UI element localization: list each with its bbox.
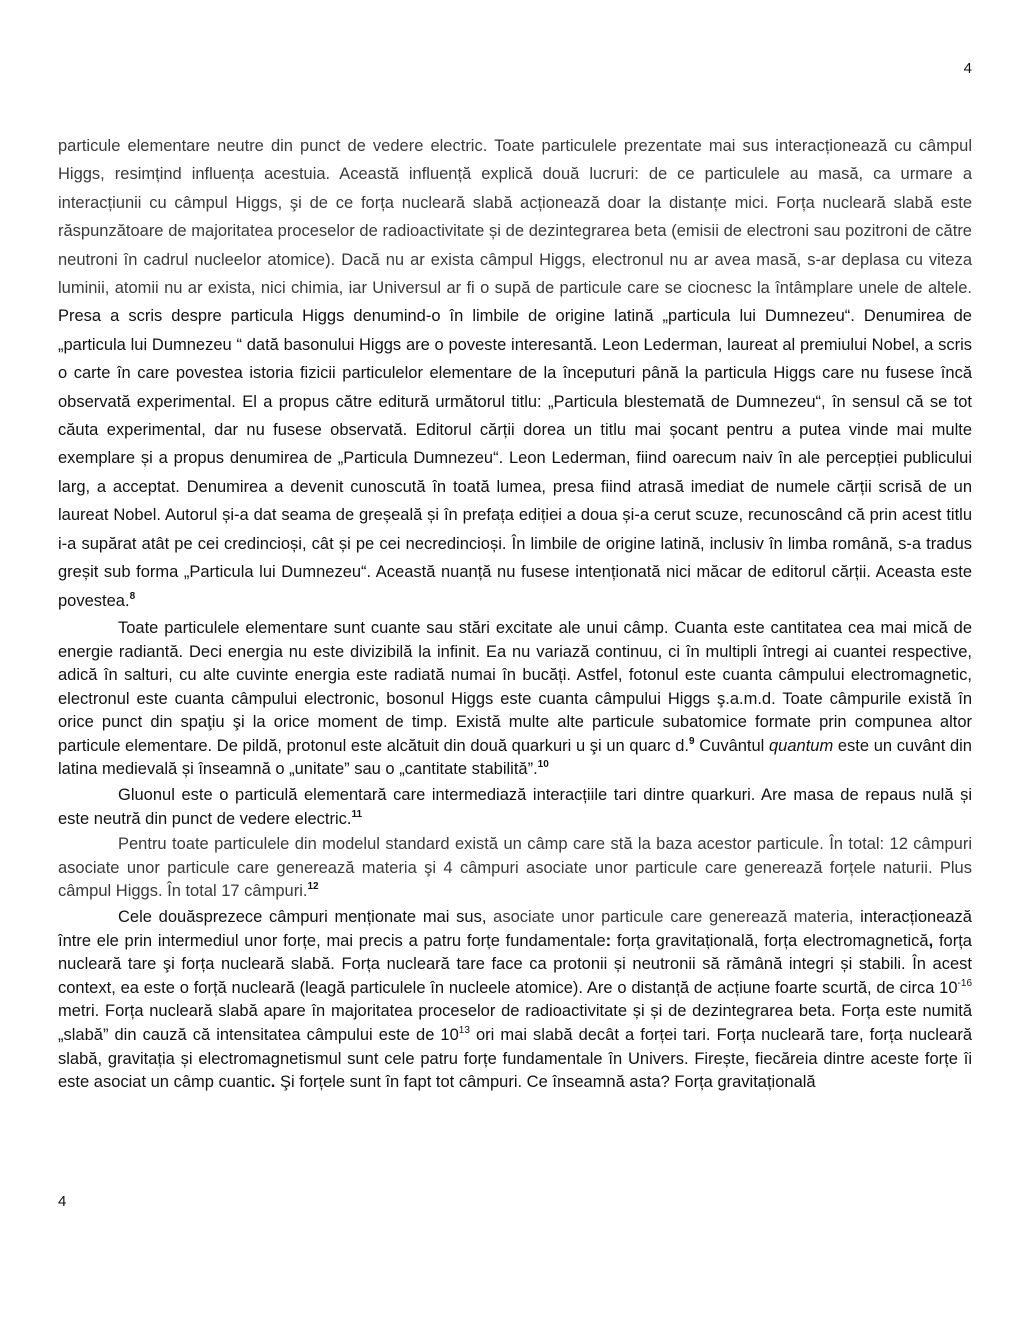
paragraph-fields bbox=[58, 833, 972, 904]
paragraph-quanta bbox=[58, 617, 972, 782]
paragraph-quanta-text-b: Cuvântul bbox=[694, 736, 769, 755]
paragraph-quanta-text-c: este un cuvânt din latina medievală și înseamnă o „unitate” sau o „cantitate stabilită”. bbox=[58, 736, 972, 779]
paragraph-higgs-history-part-b: Presa a scris despre particula Higgs denumind-o în limbile de origine latină „particula lui Dumnezeu“. Denumirea de „particula lui Dumnezeu “ dată basonului Higgs are o poveste interesantă. Leon Lederman, laureat al premiului Nobel, a scris o carte în care povestea istoria fizicii particulelor elementare de la începuturi până la particula Higgs care nu fusese încă observată experimental. El a propus către editură următorul titlu: „Particula blestemată de Dumnezeu“, în sensul că se tot căuta experimental, dar nu fusese observată. Editorul cărții dorea un titlu mai șocant pentru a putea vinde mai multe exemplare și a propus denumirea de „Particula Dumnezeu“. Leon Lederman, fiind oarecum naiv în ale percepției publicului larg, a acceptat. Denumirea a devenit cunoscută în toată lumea, presa fiind atrasă imediat de numele cărții scrisă de un laureat Nobel. Autorul și-a dat seama de greșeală și în prefața ediției a doua și-a cerut scuze, recunoscând că prin acest titlu i-a supărat atât pe cei credincioși, cât și pe cei necredincioși. În limbile de origine latină, inclusiv în limba română, s-a tradus greșit sub forma „Particula lui Dumnezeu“. Această nuanță nu fusese intenționată nici măcar de editorul cărții. Aceasta este povestea. bbox=[58, 307, 972, 610]
paragraph-quanta-text-a: Toate particulele elementare sunt cuante sau stări excitate ale unui câmp. Cuanta este cantitatea cea mai mică de energie radiantă. Deci energia nu este divizibilă la infinit. Ea nu variază continuu, ci în multipli întregi ai cuantei respective, adică în salturi, cu alte cuvinte energia este radiată numai în bucăți. Astfel, fotonul este cuanta câmpului electromagnetic, electronul este cuanta câmpului electronic, bosonul Higgs este cuanta câmpului Higgs ş.a.m.d. Toate câmpurile există în orice punct din spaţiu şi la orice moment de timp. Există multe alte particule subatomice formate prin compunea altor particule elementare. De pildă, protonul este alcătuit din două quarkuri u şi un quarc d. bbox=[58, 618, 972, 755]
paragraph-forces-t1: Cele douăsprezece câmpuri menționate mai sus, bbox=[118, 908, 487, 927]
paragraph-forces-t6: , bbox=[928, 931, 934, 950]
footnote-ref-12[interactable]: 12 bbox=[307, 881, 319, 893]
body-text bbox=[58, 132, 972, 1095]
paragraph-forces-t9: ori mai slabă decât a forței tari. Forța nucleară tare, forța nucleară slabă, gravitația și electromagnetismul sunt cele patru forțe fundamentale în Univers. Firește, fiecăreia dintre aceste forțe îi este asociat un câmp cuantic bbox=[58, 1026, 972, 1092]
paragraph-gluon-text: Gluonul este o particulă elementară care intermediază interacțiile tari dintre quarkuri. Are masa de repaus nulă și este neutră din punct de vedere electric. bbox=[58, 786, 972, 828]
paragraph-gluon bbox=[58, 784, 972, 831]
paragraph-forces bbox=[58, 906, 972, 1095]
exponent-13: 13 bbox=[458, 1025, 470, 1036]
paragraph-forces-t8: metri. Forța nucleară slabă apare în majoritatea proceselor de radioactivitate și și de dezintegrarea beta. Forța este numită „slabă” din cauză că intensitatea câmpului este de 10 bbox=[58, 1002, 972, 1044]
paragraph-higgs-history bbox=[58, 132, 972, 615]
footnote-ref-8[interactable]: 8 bbox=[129, 590, 136, 602]
footnote-ref-10[interactable]: 10 bbox=[537, 759, 549, 771]
paragraph-forces-t5: forța gravitațională, forța electromagnetică bbox=[611, 931, 929, 950]
footnote-ref-11[interactable]: 11 bbox=[351, 808, 363, 820]
paragraph-forces-t7: forța nucleară tare şi forța nucleară slabă. Forța nucleară tare face ca protonii și neutronii să rămână integri și stabili. În acest context, ea este o forță nucleară (leagă particulele în nucleele atomice). Are o distanță de acțiune foarte scurtă, de circa 10 bbox=[58, 931, 972, 997]
page-number-bottom: 4 bbox=[58, 1193, 67, 1210]
quantum-term: quantum bbox=[769, 736, 834, 755]
paragraph-forces-t11: Şi forțele sunt în fapt tot câmpuri. Ce înseamnă asta? Forța gravitațională bbox=[275, 1073, 816, 1092]
paragraph-forces-t10: . bbox=[270, 1073, 276, 1092]
paragraph-forces-t4: : bbox=[605, 931, 612, 950]
exponent-minus-16: -16 bbox=[957, 977, 972, 989]
paragraph-forces-t2: asociate unor particule care generează materia, bbox=[486, 908, 854, 927]
paragraph-fields-text: Pentru toate particulele din modelul standard există un câmp care stă la baza acestor particule. În total: 12 câmpuri asociate unor particule care generează materia şi 4 câmpuri asociate unor particule care generează forțele naturii. Plus câmpul Higgs. În total 17 câmpuri. bbox=[58, 835, 972, 901]
footnote-ref-9[interactable]: 9 bbox=[689, 735, 695, 747]
page-number-top: 4 bbox=[963, 60, 972, 77]
paragraph-forces-t3: interacționează între ele prin intermediul unor forțe, mai precis a patru forțe fundamentale bbox=[58, 908, 972, 950]
paragraph-higgs-history-part-a: particule elementare neutre din punct de vedere electric. Toate particulele prezentate mai sus interacționează cu câmpul Higgs, resimțind influența acestuia. Această influență explică două lucruri: de ce particulele au masă, ca urmare a interacțiunii cu câmpul Higgs, şi de ce forța nucleară slabă acționează doar la distanțe mici. Forța nucleară slabă este răspunzătoare de majoritatea proceselor de radioactivitate și de dezintegrarea beta (emisii de electroni sau pozitroni de către neutroni în cadrul nucleelor atomice). Dacă nu ar exista câmpul Higgs, electronul nu ar avea masă, s-ar deplasa cu viteza luminii, atomii nu ar exista, nici chimia, iar Universul ar fi o supă de particule care se ciocnesc la întâmplare unele de altele. bbox=[58, 137, 972, 298]
